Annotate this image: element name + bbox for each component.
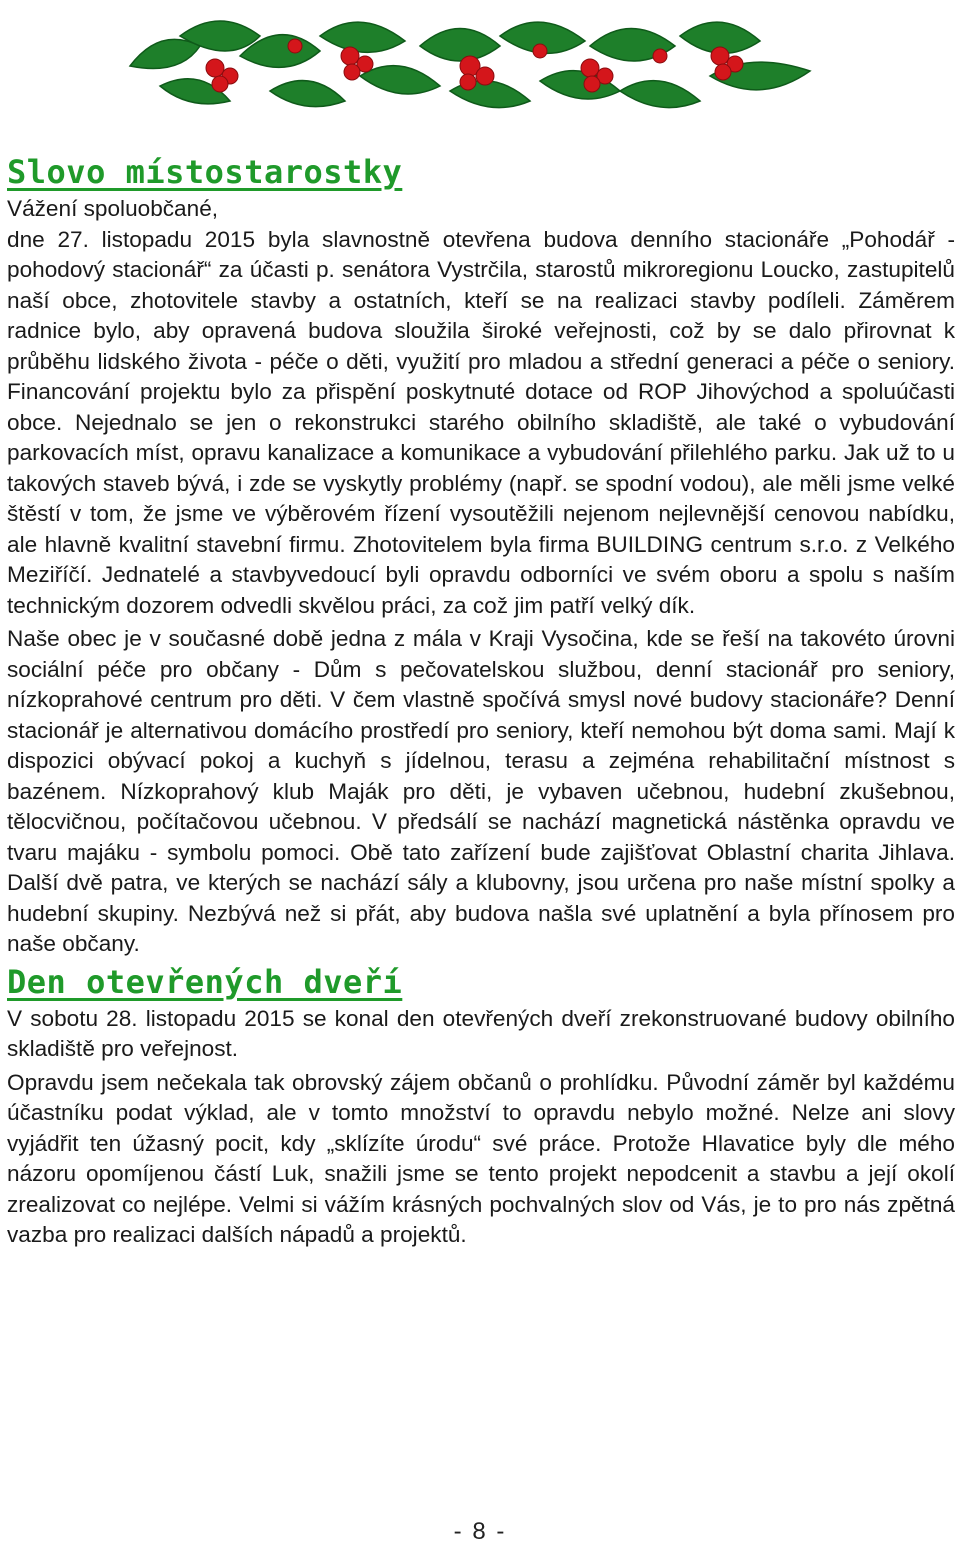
paragraph-3: V sobotu 28. listopadu 2015 se konal den otevřených dveří zrekonstruované budovy obilního skladiště pro veřejnost. (7, 1005, 955, 1061)
page-content (7, 150, 955, 1251)
paragraph-4: Opravdu jsem nečekala tak obrovský zájem občanů o prohlídku. Původní záměr byl každému účastníku podat výklad, ale v tomto množství to opravdu nebylo možné. Nelze ani slovy vyjádřit ten úžasný pocit, kdy „sklízíte úrodu“ své práce. Protože Hlavatice byly dle mého názoru opomíjenou částí Luk, snažili jsme se tento projekt nepodcenit a stavbu a její okolí zrealizovat co nejlépe. Velmi si vážím krásných pochvalných slov od Vás, je to pro nás zpětná vazba pro realizaci dalších nápadů a projektů. (7, 1069, 955, 1247)
section-title-slovo: Slovo místostarostky (7, 153, 403, 191)
paragraph-1: dne 27. listopadu 2015 byla slavnostně otevřena budova denního stacionáře „Pohodář - pohodový stacionář“ za účasti p. senátora Vystrčila, starostů mikroregionu Loucko, zastupitelů naší obce, zhotovitele stavby a ostatních, kteří se na realizaci stavby podíleli. Záměrem radnice bylo, aby opravená budova sloužila široké veřejnosti, což by se dalo přirovnat k průběhu lidského života - péče o děti, využití pro mladou a střední generaci a péče o seniory. Financování projektu bylo za přispění poskytnuté dotace od ROP Jihovýchod a spoluúčasti obce. Nejednalo se jen o rekonstrukci starého obilního skladiště, ale také o vybudování parkovacích míst, opravu kanalizace a komunikace a vybudování přilehlého parku. Jak už to u takových staveb bývá, i zde se vyskytly problémy (např. se spodní vodou), ale měli jsme velké štěstí v tom, že jsme ve výběrovém řízení vysoutěžili nejenom nejlevnější cenovou nabídku, ale hlavně kvalitní stavební firmu. Zhotovitelem byla firma BUILDING centrum s.r.o. z Velkého Meziříčí. Jednatelé a stavbyvedoucí byli opravdu odborníci ve svém oboru a spolu s naším technickým dozorem odvedli skvělou práci, za což jim patří velký dík. (7, 226, 955, 618)
section-title-den-otevrenych-dveri: Den otevřených dveří (7, 962, 403, 1001)
greeting: Vážení spoluobčané, (7, 196, 219, 221)
page-number: - 8 - (453, 1518, 507, 1545)
holly-garland-icon (120, 6, 820, 124)
paragraph-2: Naše obec je v současné době jedna z mála v Kraji Vysočina, kde se řeší na takovéto úrovni sociální péče pro občany - Dům s pečovatelskou službou, denní stacionář pro seniory, nízkoprahové centrum pro děti. V čem vlastně spočívá smysl nové budovy stacionáře? Denní stacionář je alternativou domácího prostředí pro seniory, kteří nemohou být doma sami. Mají k dispozici obývací pokoj a kuchyň s jídelnou, terasu a zejména rehabilitační místnost s bazénem. Nízkoprahový klub Maják pro děti, je vybaven učebnou, hudební zkušebnou, tělocvičnou, počítačovou učebnou. V předsálí se nachází magnetická nástěnka opravdu ve tvaru majáku - symbolu pomoci. Obě tato zařízení bude zajišťovat Oblastní charita Jihlava. Další dvě patra, ve kterých se nachází sály a klubovny, jsou určena pro naše místní spolky a hudební skupiny. Nezbývá než si přát, aby budova našla své uplatnění a byla přínosem pro naše občany. (7, 626, 955, 956)
